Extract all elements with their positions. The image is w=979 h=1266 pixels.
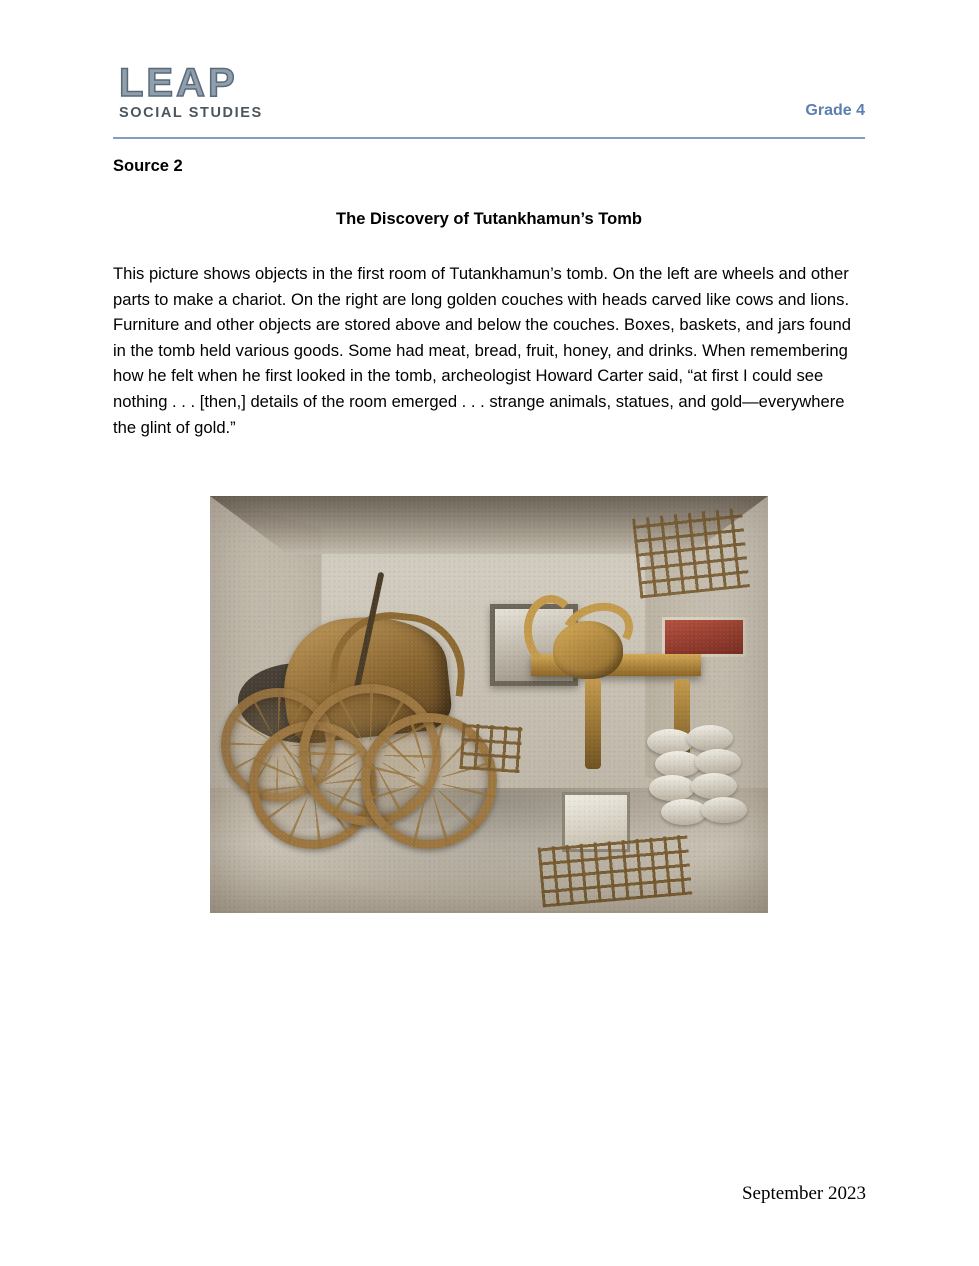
jar [701,797,747,823]
jar [649,775,695,801]
logo-subtitle: SOCIAL STUDIES [119,105,263,121]
jar [661,799,707,825]
red-box [662,617,746,657]
source-label: Source 2 [113,157,183,175]
wooden-basket [460,723,523,773]
jar [655,751,701,777]
tomb-photograph [210,496,768,913]
body-paragraph: This picture shows objects in the first room of Tutankhamun’s tomb. On the left are wheels and other parts to make a chariot. On the right are long golden couches with heads carved like cows and lions. Furniture and other objects are stored above and below the couches. Boxes, baskets, and jars found in the tomb held various goods. Some had meat, bread, fruit, honey, and drinks. When remembering how he felt when he first looked in the tomb, archeologist Howard Carter said, “at first I could see nothing . . . [then,] details of the room emerged . . . strange animals, statues, and gold—everywhere the glint of gold.” [113,264,851,437]
footer-date: September 2023 [741,1183,866,1204]
jar [695,749,741,775]
jar [687,725,733,751]
grade-label: Grade 4 [805,102,865,119]
header-divider [113,137,865,139]
photo-scene [210,496,768,913]
leap-logo [119,62,299,124]
page-title: The Discovery of Tutankhamun’s Tomb [336,210,642,228]
logo-wordmark: LEAP [119,61,238,105]
wooden-lattice-upper [632,507,750,598]
jar [691,773,737,799]
jar-stack [647,725,757,845]
page-header [113,62,865,142]
couch-leg-right [585,679,601,769]
